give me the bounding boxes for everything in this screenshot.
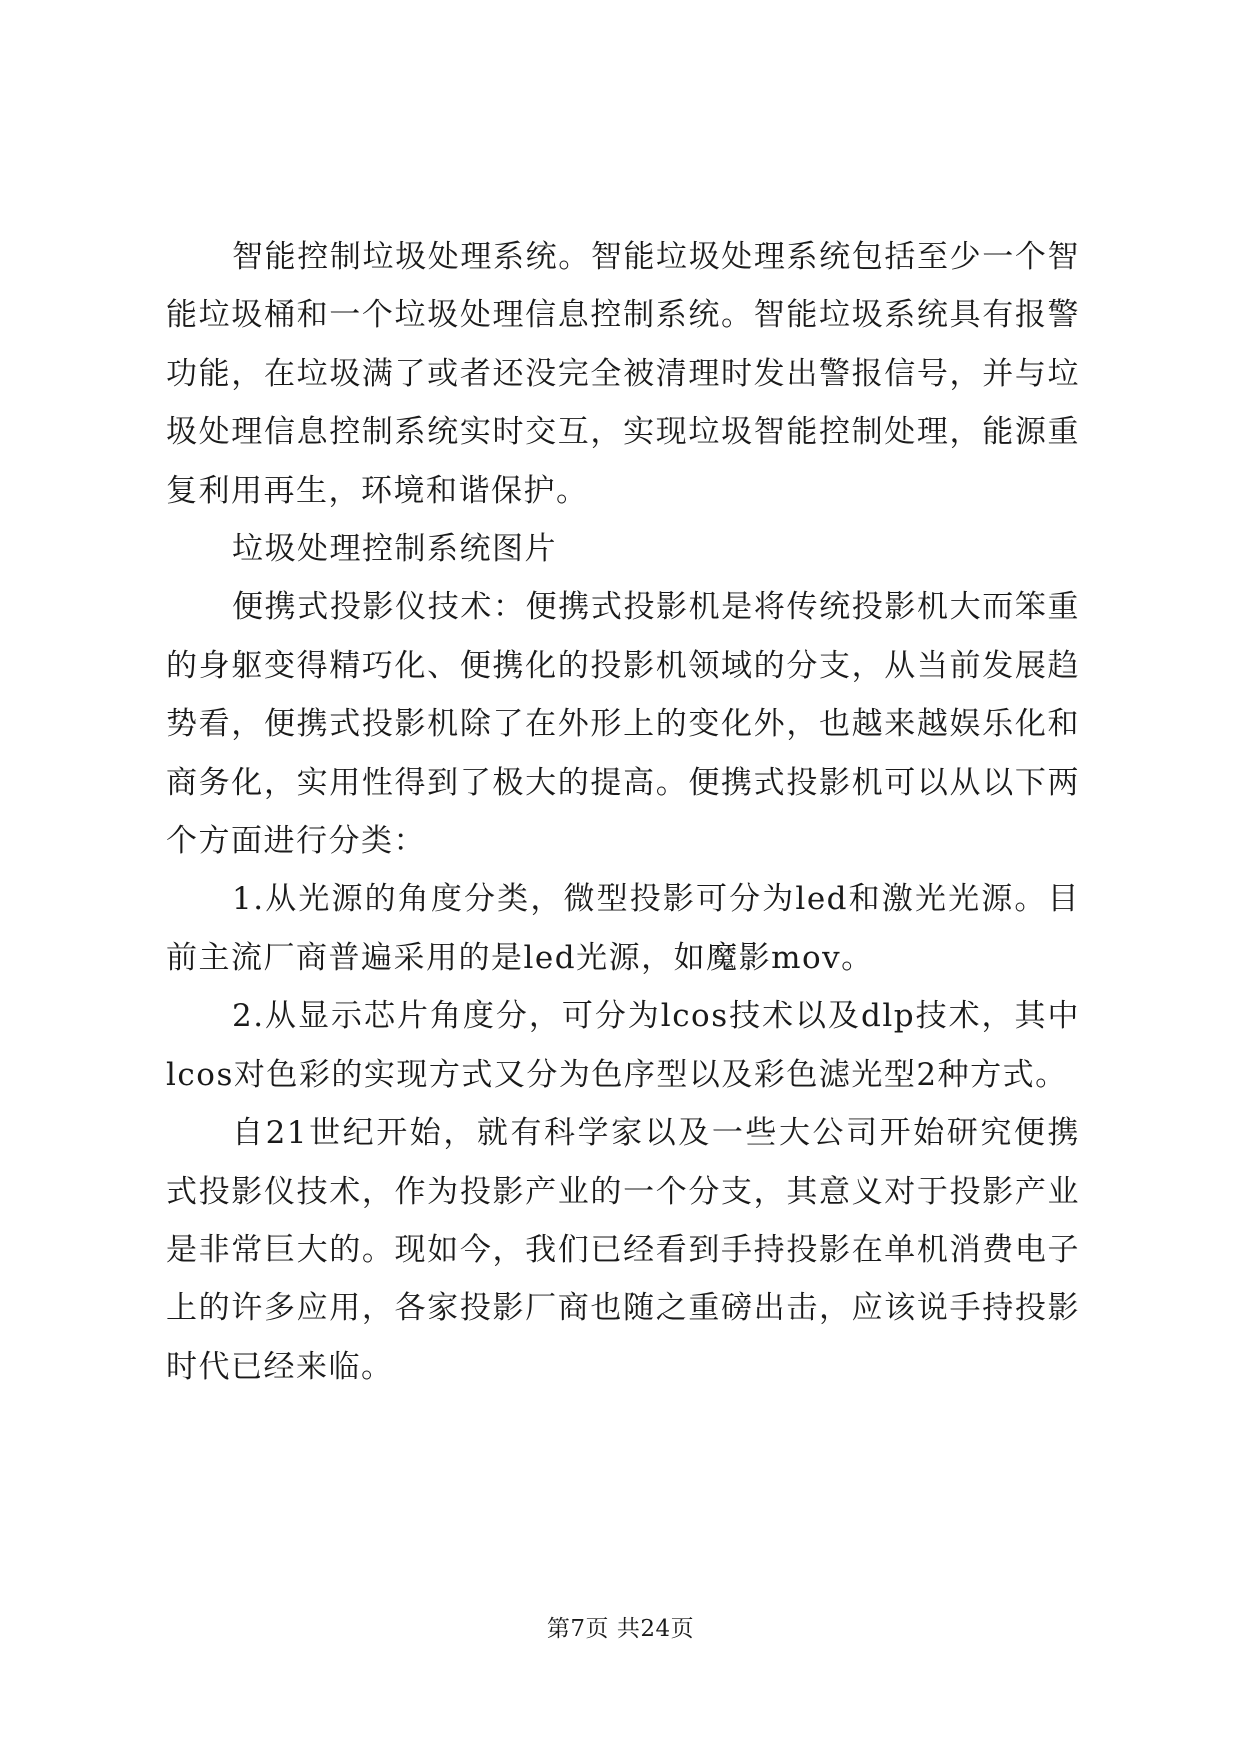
page-number-footer: 第7页 共24页	[546, 1616, 695, 1642]
paragraph-21st-century-development: 自21世纪开始，就有科学家以及一些大公司开始研究便携式投影仪技术，作为投影产业的一个分支，其意义对于投影产业是非常巨大的。现如今，我们已经看到手持投影在单机消费电子上的许多应用，各家投影厂商也随之重磅出击，应该说手持投影时代已经来临。	[166, 1115, 1080, 1385]
paragraph-display-chip-classification: 2.从显示芯片角度分，可分为lcos技术以及dlp技术，其中lcos对色彩的实现方式又分为色序型以及彩色滤光型2种方式。	[166, 998, 1080, 1093]
paragraph-light-source-classification: 1.从光源的角度分类，微型投影可分为led和激光光源。目前主流厂商普遍采用的是led光源，如魔影mov。	[166, 881, 1080, 976]
document-body	[166, 228, 1080, 1396]
paragraph-waste-system-image-caption: 垃圾处理控制系统图片	[232, 531, 557, 568]
paragraph-portable-projector: 便携式投影仪技术：便携式投影机是将传统投影机大而笨重的身躯变得精巧化、便携化的投影机领域的分支，从当前发展趋势看，便携式投影机除了在外形上的变化外，也越来越娱乐化和商务化，实用性得到了极大的提高。便携式投影机可以从以下两个方面进行分类：	[166, 589, 1080, 860]
paragraph-smart-waste-system: 智能控制垃圾处理系统。智能垃圾处理系统包括至少一个智能垃圾桶和一个垃圾处理信息控制系统。智能垃圾系统具有报警功能，在垃圾满了或者还没完全被清理时发出警报信号，并与垃圾处理信息控制系统实时交互，实现垃圾智能控制处理，能源重复利用再生，环境和谐保护。	[166, 239, 1080, 509]
